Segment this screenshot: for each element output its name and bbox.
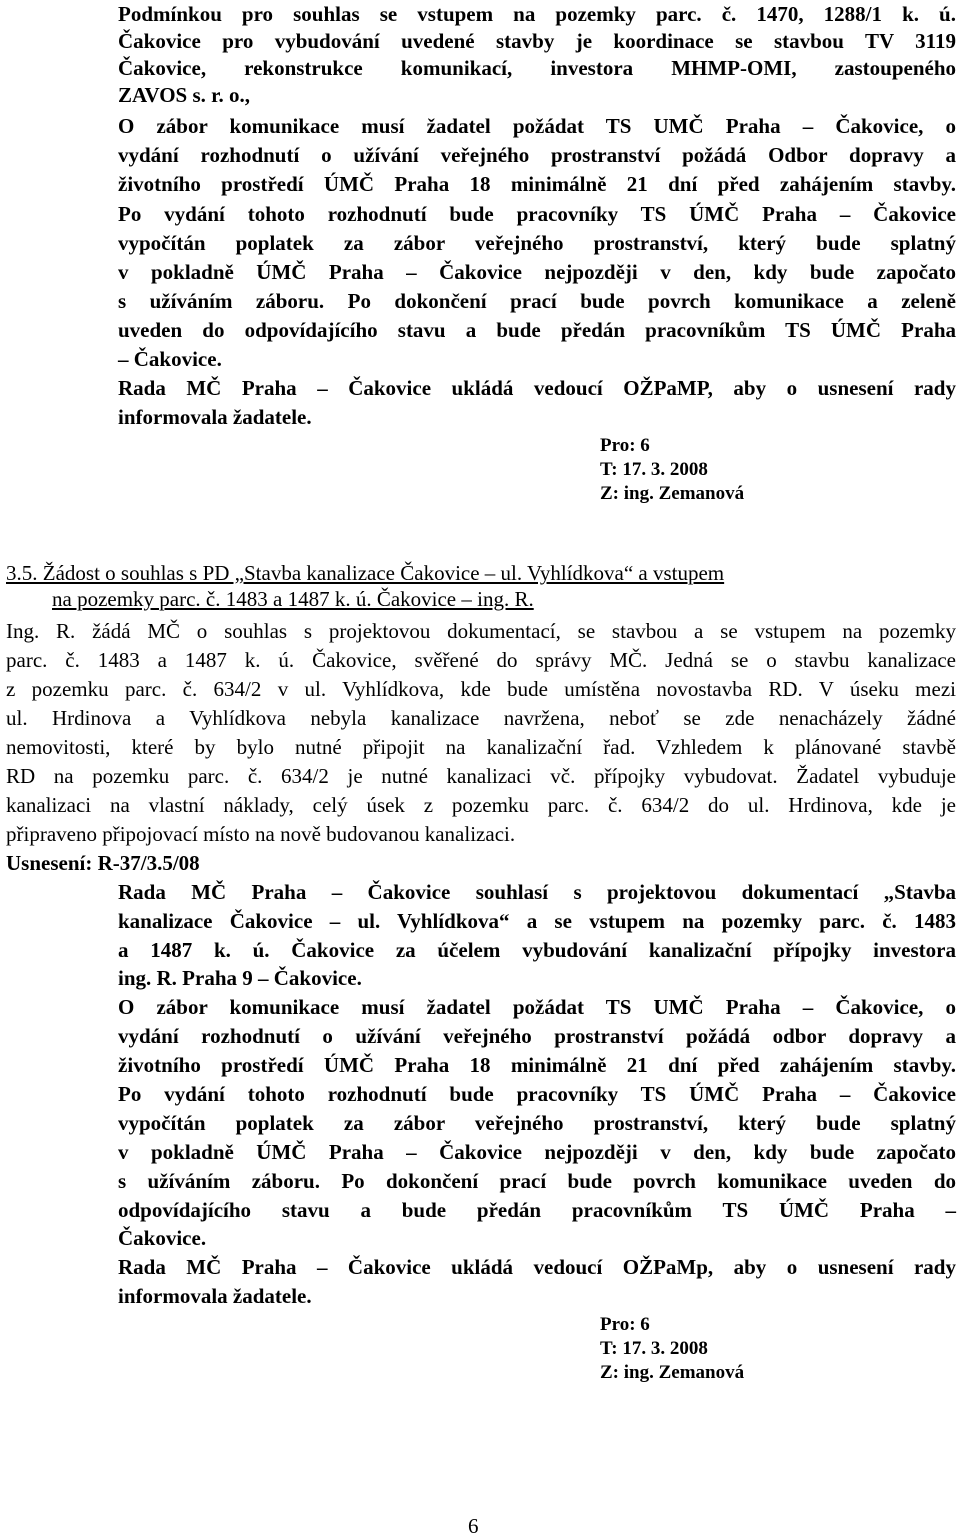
resolution-line: s užíváním záboru. Po dokončení prací bude povrch komunikace uveden do (118, 1169, 956, 1193)
top-block-line: Po vydání tohoto rozhodnutí bude pracovníky TS ÚMČ Praha – Čakovice (118, 202, 956, 226)
top-block-line: vypočítán poplatek za zábor veřejného prostranství, který bude splatný (118, 231, 956, 255)
top-block-line: vydání rozhodnutí o užívání veřejného prostranství požádá Odbor dopravy a (118, 143, 956, 167)
top-block-line: s užíváním záboru. Po dokončení prací bude povrch komunikace a zeleně (118, 289, 956, 313)
resolution-line: odpovídajícího stavu a bude předán pracovníkům TS ÚMČ Praha – (118, 1198, 956, 1222)
resolution-line: kanalizace Čakovice – ul. Vyhlídkova“ a se vstupem na pozemky parc. č. 1483 (118, 909, 956, 933)
resolution-line: Po vydání tohoto rozhodnutí bude pracovníky TS ÚMČ Praha – Čakovice (118, 1082, 956, 1106)
resolution-line: životního prostředí ÚMČ Praha 18 minimálně 21 dní před zahájením stavby. (118, 1053, 956, 1077)
resolution-label: Usnesení: R-37/3.5/08 (6, 851, 200, 875)
deadline: T: 17. 3. 2008 (600, 459, 708, 480)
top-block-line: uveden do odpovídajícího stavu a bude předán pracovníkům TS ÚMČ Praha (118, 318, 956, 342)
resolution-line: vydání rozhodnutí o užívání veřejného prostranství požádá odbor dopravy a (118, 1024, 956, 1048)
top-block-line: Rada MČ Praha – Čakovice ukládá vedoucí OŽPaMP, aby o usnesení rady (118, 376, 956, 400)
item-heading: 3.5. Žádost o souhlas s PD „Stavba kanalizace Čakovice – ul. Vyhlídkova“ a vstupem (6, 561, 725, 585)
resolution-line: O zábor komunikace musí žadatel požádat TS UMČ Praha – Čakovice, o (118, 995, 956, 1019)
resolution-line: a 1487 k. ú. Čakovice za účelem vybudování kanalizační přípojky investora (118, 938, 956, 962)
vote-count: Pro: 6 (600, 1314, 650, 1335)
top-block-line: Čakovice, rekonstrukce komunikací, investora MHMP-OMI, zastoupeného (118, 56, 956, 80)
vote-count: Pro: 6 (600, 435, 650, 456)
resolution-line: Rada MČ Praha – Čakovice souhlasí s projektovou dokumentací „Stavba (118, 880, 956, 904)
resolution-line: vypočítán poplatek za zábor veřejného prostranství, který bude splatný (118, 1111, 956, 1135)
responsible-person: Z: ing. Zemanová (600, 1362, 745, 1383)
top-block-line: v pokladně ÚMČ Praha – Čakovice nejpozději v den, kdy bude započato (118, 260, 956, 284)
resolution-line: Čakovice. (118, 1226, 207, 1250)
item-body-line: připraveno připojovací místo na nově budovanou kanalizaci. (6, 822, 516, 846)
item-body-line: kanalizaci na vlastní náklady, celý úsek z pozemku parc. č. 634/2 do ul. Hrdinova, kde je (6, 793, 956, 817)
top-block-line: informovala žadatele. (118, 405, 312, 429)
item-body-line: nemovitosti, které by bylo nutné připojit na kanalizační řad. Vzhledem k plánované stavbě (6, 735, 956, 759)
top-block-line: životního prostředí ÚMČ Praha 18 minimálně 21 dní před zahájením stavby. (118, 172, 956, 196)
item-heading-cont: na pozemky parc. č. 1483 a 1487 k. ú. Čakovice – ing. R. (52, 587, 534, 611)
item-body-line: Ing. R. žádá MČ o souhlas s projektovou dokumentací, se stavbou a se vstupem na pozemky (6, 619, 956, 643)
resolution-line: v pokladně ÚMČ Praha – Čakovice nejpozději v den, kdy bude započato (118, 1140, 956, 1164)
top-block-line: ZAVOS s. r. o., (118, 83, 251, 107)
item-body-line: RD na pozemku parc. č. 634/2 je nutné kanalizaci vč. přípojky vybudovat. Žadatel vybuduje (6, 764, 956, 788)
top-block-line: Čakovice pro vybudování uvedené stavby je koordinace se stavbou TV 3119 (118, 29, 956, 53)
resolution-line: informovala žadatele. (118, 1284, 312, 1308)
top-block-line: Podmínkou pro souhlas se vstupem na pozemky parc. č. 1470, 1288/1 k. ú. (118, 2, 956, 26)
deadline: T: 17. 3. 2008 (600, 1338, 708, 1359)
resolution-line: Rada MČ Praha – Čakovice ukládá vedoucí OŽPaMp, aby o usnesení rady (118, 1255, 956, 1279)
item-body-line: parc. č. 1483 a 1487 k. ú. Čakovice, svěřené do správy MČ. Jedná se o stavbu kanalizace (6, 648, 956, 672)
item-body-line: ul. Hrdinova a Vyhlídkova nebyla kanalizace navržena, neboť se zde nenacházely žádné (6, 706, 956, 730)
page-number: 6 (468, 1514, 479, 1538)
top-block-line: O zábor komunikace musí žadatel požádat TS UMČ Praha – Čakovice, o (118, 114, 956, 138)
responsible-person: Z: ing. Zemanová (600, 483, 745, 504)
resolution-line: ing. R. Praha 9 – Čakovice. (118, 966, 362, 990)
top-block-line: – Čakovice. (118, 347, 222, 371)
item-body-line: z pozemku parc. č. 634/2 v ul. Vyhlídkova, kde bude umístěna novostavba RD. V úseku mezi (6, 677, 956, 701)
